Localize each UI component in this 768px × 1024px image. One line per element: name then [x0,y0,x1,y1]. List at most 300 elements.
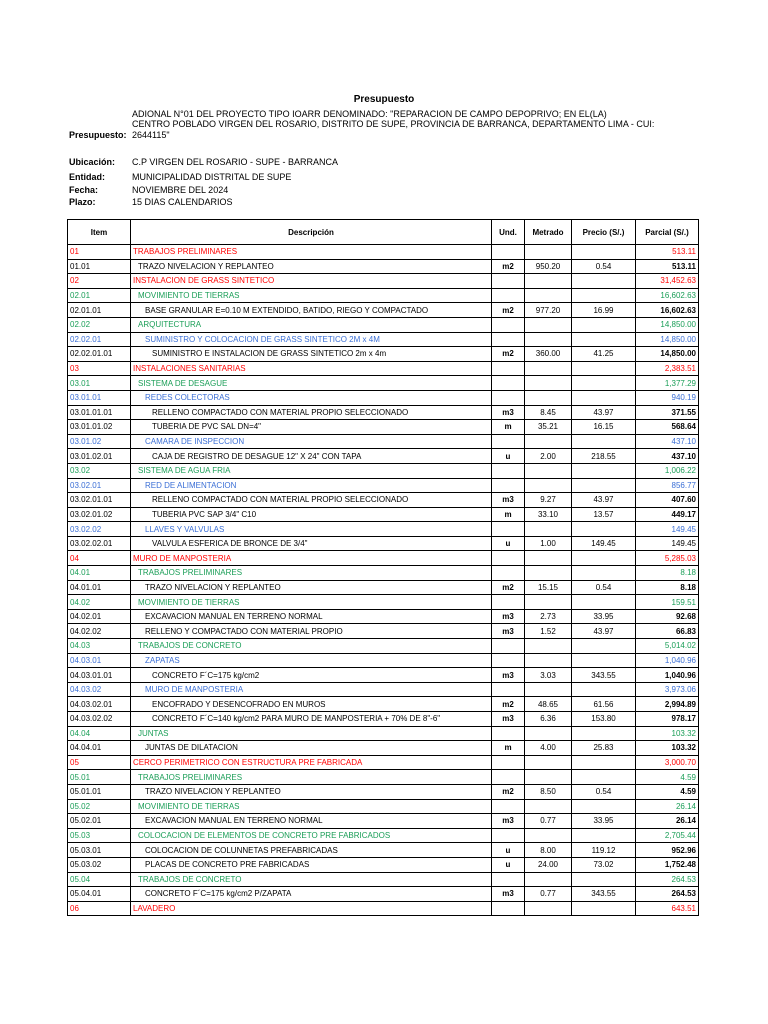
cell-item: 04.02.02 [68,624,131,639]
table-row [68,712,699,727]
cell-descripcion: MOVIMIENTO DE TIERRAS [131,799,492,814]
cell-parcial: 103.32 [636,741,699,756]
cell-item: 03.02.02.01 [68,536,131,551]
cell-metrado: 35.21 [525,420,572,435]
cell-precio: 41.25 [572,347,636,362]
cell-parcial: 1,040.96 [636,653,699,668]
cell-descripcion: SUMINISTRO E INSTALACION DE GRASS SINTETICO 2m x 4m [131,347,492,362]
cell-item: 03.02.01 [68,478,131,493]
cell-descripcion: TRAZO NIVELACION Y REPLANTEO [131,784,492,799]
cell-metrado: 0.77 [525,814,572,829]
ubicacion-label: Ubicación: [69,157,116,167]
cell-item: 05 [68,755,131,770]
cell-parcial: 5,014.02 [636,639,699,654]
cell-metrado [525,595,572,610]
cell-metrado: 9.27 [525,493,572,508]
table-row [68,347,699,362]
cell-item: 05.02.01 [68,814,131,829]
cell-und: m2 [492,347,525,362]
cell-metrado [525,274,572,289]
cell-metrado [525,639,572,654]
cell-und [492,376,525,391]
presupuesto-line: 2644115" [132,129,170,140]
cell-item: 02.02.01.01 [68,347,131,362]
cell-parcial: 1,752.48 [636,857,699,872]
cell-precio [572,828,636,843]
cell-parcial: 14,850.00 [636,332,699,347]
cell-und: m3 [492,609,525,624]
cell-metrado [525,376,572,391]
cell-item: 03.01.01.01 [68,405,131,420]
cell-precio: 153.80 [572,712,636,727]
cell-metrado: 24.00 [525,857,572,872]
table-row [68,288,699,303]
table-row [68,274,699,289]
cell-precio: 73.02 [572,857,636,872]
cell-item: 04.03.02.01 [68,697,131,712]
cell-und [492,770,525,785]
cell-und: u [492,857,525,872]
cell-descripcion: CONCRETO F´C=175 kg/cm2 [131,668,492,683]
presupuesto-line: CENTRO POBLADO VIRGEN DEL ROSARIO, DISTRITO DE SUPE, PROVINCIA DE BARRANCA, DEPARTAMENTO LIMA - CUI: [132,119,655,130]
table-row [68,361,699,376]
cell-und [492,901,525,916]
cell-und [492,390,525,405]
cell-descripcion: CERCO PERIMETRICO CON ESTRUCTURA PRE FABRICADA [131,755,492,770]
cell-und [492,551,525,566]
cell-parcial: 3,973.06 [636,682,699,697]
cell-und [492,682,525,697]
table-row [68,814,699,829]
cell-parcial: 1,377.29 [636,376,699,391]
table-row [68,566,699,581]
cell-metrado: 1.52 [525,624,572,639]
cell-item: 03.02.01.01 [68,493,131,508]
cell-descripcion: INSTALACIONES SANITARIAS [131,361,492,376]
cell-metrado [525,566,572,581]
cell-parcial: 643.51 [636,901,699,916]
cell-precio: 25.83 [572,741,636,756]
cell-metrado: 977.20 [525,303,572,318]
cell-metrado [525,682,572,697]
cell-precio [572,434,636,449]
cell-und: m3 [492,668,525,683]
cell-descripcion: JUNTAS DE DILATACION [131,741,492,756]
cell-descripcion: ENCOFRADO Y DESENCOFRADO EN MUROS [131,697,492,712]
cell-und [492,361,525,376]
cell-descripcion: ARQUITECTURA [131,317,492,332]
table-row [68,332,699,347]
cell-item: 04 [68,551,131,566]
table-row [68,595,699,610]
cell-und: m2 [492,784,525,799]
table-row [68,478,699,493]
cell-item: 04.03 [68,639,131,654]
cell-metrado [525,872,572,887]
cell-precio [572,522,636,537]
cell-precio [572,390,636,405]
cell-descripcion: MURO DE MANPOSTERIA [131,551,492,566]
cell-und: m3 [492,887,525,902]
cell-parcial: 568.64 [636,420,699,435]
cell-descripcion: VALVULA ESFERICA DE BRONCE DE 3/4" [131,536,492,551]
cell-parcial: 4.59 [636,784,699,799]
table-body [68,245,699,916]
cell-und [492,595,525,610]
cell-precio: 43.97 [572,493,636,508]
cell-metrado: 8.00 [525,843,572,858]
cell-precio [572,872,636,887]
cell-precio: 0.54 [572,580,636,595]
cell-precio [572,361,636,376]
table-row [68,420,699,435]
cell-descripcion: RELLENO COMPACTADO CON MATERIAL PROPIO SELECCIONADO [131,405,492,420]
cell-item: 03.01 [68,376,131,391]
cell-und: m [492,507,525,522]
cell-descripcion: MOVIMIENTO DE TIERRAS [131,288,492,303]
cell-und: m2 [492,259,525,274]
table-row [68,653,699,668]
cell-und [492,726,525,741]
cell-metrado [525,288,572,303]
cell-parcial: 4.59 [636,770,699,785]
cell-parcial: 149.45 [636,536,699,551]
table-row [68,390,699,405]
cell-und [492,872,525,887]
cell-metrado: 33.10 [525,507,572,522]
cell-item: 04.03.01 [68,653,131,668]
table-row [68,317,699,332]
cell-metrado [525,332,572,347]
cell-und: m3 [492,624,525,639]
cell-parcial: 978.17 [636,712,699,727]
table-row [68,843,699,858]
cell-item: 03 [68,361,131,376]
cell-metrado: 6.36 [525,712,572,727]
cell-parcial: 407.60 [636,493,699,508]
table-row [68,522,699,537]
cell-und [492,566,525,581]
cell-descripcion: JUNTAS [131,726,492,741]
cell-precio: 0.54 [572,784,636,799]
cell-metrado [525,390,572,405]
cell-metrado [525,828,572,843]
cell-parcial: 856.77 [636,478,699,493]
cell-und [492,274,525,289]
cell-parcial: 14,850.00 [636,347,699,362]
col-header-metrado: Metrado [525,220,572,245]
cell-precio [572,682,636,697]
cell-item: 02.02.01 [68,332,131,347]
table-row [68,245,699,260]
cell-und: m2 [492,303,525,318]
cell-metrado [525,361,572,376]
cell-parcial: 437.10 [636,434,699,449]
table-row [68,857,699,872]
cell-precio [572,595,636,610]
cell-und [492,463,525,478]
cell-metrado: 2.73 [525,609,572,624]
document-title: Presupuesto [353,94,415,105]
cell-item: 04.01.01 [68,580,131,595]
cell-parcial: 2,705.44 [636,828,699,843]
cell-metrado: 4.00 [525,741,572,756]
cell-parcial: 31,452.63 [636,274,699,289]
table-row [68,770,699,785]
cell-precio: 33.95 [572,814,636,829]
cell-precio: 43.97 [572,624,636,639]
cell-parcial: 26.14 [636,799,699,814]
cell-descripcion: COLOCACION DE COLUNNETAS PREFABRICADAS [131,843,492,858]
cell-parcial: 149.45 [636,522,699,537]
table-row [68,434,699,449]
cell-descripcion: CONCRETO F´C=175 kg/cm2 P/ZAPATA [131,887,492,902]
table-row [68,682,699,697]
table-row [68,639,699,654]
cell-item: 04.03.02 [68,682,131,697]
fecha-value: NOVIEMBRE DEL 2024 [132,185,229,195]
cell-item: 05.03 [68,828,131,843]
cell-item: 05.01 [68,770,131,785]
cell-item: 02 [68,274,131,289]
cell-metrado: 8.50 [525,784,572,799]
cell-item: 03.01.01 [68,390,131,405]
cell-precio: 13.57 [572,507,636,522]
table-row [68,668,699,683]
table-row [68,551,699,566]
cell-parcial: 66.83 [636,624,699,639]
cell-descripcion: MURO DE MANPOSTERIA [131,682,492,697]
cell-precio: 343.55 [572,668,636,683]
cell-descripcion: BASE GRANULAR E=0.10 M EXTENDIDO, BATIDO, RIEGO Y COMPACTADO [131,303,492,318]
presupuesto-line: ADIONAL N°01 DEL PROYECTO TIPO IOARR DENOMINADO: "REPARACION DE CAMPO DEPOPRIVO; EN EL(LA) [132,109,607,119]
cell-descripcion: REDES COLECTORAS [131,390,492,405]
fecha-label: Fecha: [69,185,99,195]
cell-parcial: 437.10 [636,449,699,464]
cell-item: 03.01.02 [68,434,131,449]
cell-precio: 61.56 [572,697,636,712]
cell-und [492,332,525,347]
cell-precio [572,551,636,566]
cell-item: 05.04.01 [68,887,131,902]
cell-item: 03.02.01.02 [68,507,131,522]
cell-descripcion: TRABAJOS PRELIMINARES [131,566,492,581]
table-row [68,536,699,551]
cell-descripcion: CONCRETO F´C=140 kg/cm2 PARA MURO DE MANPOSTERIA + 70% DE 8"-6" [131,712,492,727]
cell-parcial: 5,285.03 [636,551,699,566]
cell-und: m3 [492,814,525,829]
cell-precio [572,463,636,478]
table-row [68,405,699,420]
cell-parcial: 26.14 [636,814,699,829]
cell-precio: 16.15 [572,420,636,435]
cell-parcial: 513.11 [636,259,699,274]
cell-precio: 0.54 [572,259,636,274]
table-row [68,580,699,595]
table-row [68,449,699,464]
cell-precio [572,799,636,814]
table-row [68,828,699,843]
cell-metrado: 360.00 [525,347,572,362]
cell-item: 03.02 [68,463,131,478]
cell-und: m [492,420,525,435]
cell-und: u [492,449,525,464]
cell-descripcion: TUBERIA PVC SAP 3/4" C10 [131,507,492,522]
table-row [68,901,699,916]
plazo-value: 15 DIAS CALENDARIOS [132,197,233,207]
cell-descripcion: CAJA DE REGISTRO DE DESAGUE 12" X 24" CON TAPA [131,449,492,464]
cell-item: 02.02 [68,317,131,332]
cell-metrado [525,522,572,537]
cell-precio: 343.55 [572,887,636,902]
cell-precio [572,901,636,916]
cell-precio [572,566,636,581]
table-header-row [68,220,699,245]
cell-descripcion: ZAPATAS [131,653,492,668]
cell-metrado [525,653,572,668]
cell-parcial: 449.17 [636,507,699,522]
table-row [68,697,699,712]
cell-und [492,799,525,814]
cell-descripcion: TRABAJOS PRELIMINARES [131,770,492,785]
cell-item: 05.03.02 [68,857,131,872]
cell-parcial: 371.55 [636,405,699,420]
cell-item: 05.03.01 [68,843,131,858]
cell-metrado [525,317,572,332]
cell-und: m3 [492,405,525,420]
cell-descripcion: EXCAVACION MANUAL EN TERRENO NORMAL [131,609,492,624]
cell-item: 01 [68,245,131,260]
table-row [68,376,699,391]
presupuesto-value [132,109,672,140]
cell-und: m2 [492,697,525,712]
cell-und [492,288,525,303]
cell-item: 01.01 [68,259,131,274]
cell-descripcion: COLOCACION DE ELEMENTOS DE CONCRETO PRE FABRICADOS [131,828,492,843]
col-header-precio: Precio (S/.) [572,220,636,245]
cell-parcial: 16,602.63 [636,288,699,303]
cell-metrado: 48.65 [525,697,572,712]
table-row [68,887,699,902]
cell-metrado [525,799,572,814]
cell-item: 06 [68,901,131,916]
cell-metrado: 2.00 [525,449,572,464]
cell-precio [572,478,636,493]
cell-und: u [492,843,525,858]
table-row [68,799,699,814]
table-row [68,872,699,887]
cell-parcial: 940.19 [636,390,699,405]
cell-und [492,434,525,449]
cell-item: 04.02 [68,595,131,610]
cell-und: m2 [492,580,525,595]
cell-precio [572,726,636,741]
cell-descripcion: TRAZO NIVELACION Y REPLANTEO [131,259,492,274]
cell-parcial: 264.53 [636,872,699,887]
cell-parcial: 264.53 [636,887,699,902]
cell-descripcion: MOVIMIENTO DE TIERRAS [131,595,492,610]
cell-descripcion: TRABAJOS DE CONCRETO [131,872,492,887]
cell-metrado: 3.03 [525,668,572,683]
cell-descripcion: SISTEMA DE AGUA FRIA [131,463,492,478]
cell-und: m [492,741,525,756]
cell-parcial: 8.18 [636,580,699,595]
cell-item: 05.04 [68,872,131,887]
cell-item: 03.01.01.02 [68,420,131,435]
table-row [68,507,699,522]
cell-parcial: 3,000.70 [636,755,699,770]
cell-metrado: 0.77 [525,887,572,902]
cell-item: 04.02.01 [68,609,131,624]
cell-metrado [525,434,572,449]
cell-descripcion: SUMINISTRO Y COLOCACION DE GRASS SINTETICO 2M x 4M [131,332,492,347]
cell-metrado [525,901,572,916]
cell-item: 04.01 [68,566,131,581]
cell-und: m3 [492,493,525,508]
col-header-item: Item [68,220,131,245]
cell-descripcion: LLAVES Y VALVULAS [131,522,492,537]
col-header-descripcion: Descripción [131,220,492,245]
cell-precio [572,288,636,303]
table-row [68,784,699,799]
cell-precio: 16.99 [572,303,636,318]
cell-metrado [525,463,572,478]
cell-descripcion: EXCAVACION MANUAL EN TERRENO NORMAL [131,814,492,829]
cell-precio [572,245,636,260]
cell-metrado [525,551,572,566]
presupuesto-label: Presupuesto: [69,130,127,140]
cell-descripcion: RELLENO Y COMPACTADO CON MATERIAL PROPIO [131,624,492,639]
cell-item: 04.03.02.02 [68,712,131,727]
cell-parcial: 103.32 [636,726,699,741]
cell-item: 02.01.01 [68,303,131,318]
ubicacion-value: C.P VIRGEN DEL ROSARIO - SUPE - BARRANCA [132,157,339,167]
cell-descripcion: CAMARA DE INSPECCION [131,434,492,449]
plazo-label: Plazo: [69,197,96,207]
col-header-und: Und. [492,220,525,245]
cell-precio: 218.55 [572,449,636,464]
cell-und: u [492,536,525,551]
cell-item: 04.03.01.01 [68,668,131,683]
cell-descripcion: INSTALACION DE GRASS SINTETICO [131,274,492,289]
table-row [68,493,699,508]
cell-descripcion: SISTEMA DE DESAGUE [131,376,492,391]
cell-parcial: 2,383.51 [636,361,699,376]
cell-descripcion: TRABAJOS DE CONCRETO [131,639,492,654]
cell-parcial: 16,602.63 [636,303,699,318]
cell-metrado [525,726,572,741]
cell-parcial: 2,994.89 [636,697,699,712]
cell-und [492,755,525,770]
cell-und [492,478,525,493]
cell-und [492,317,525,332]
cell-metrado: 8.45 [525,405,572,420]
cell-und [492,639,525,654]
cell-metrado [525,770,572,785]
cell-und: m3 [492,712,525,727]
table-row [68,463,699,478]
cell-metrado [525,755,572,770]
cell-metrado [525,245,572,260]
cell-und [492,828,525,843]
cell-und [492,245,525,260]
cell-item: 02.01 [68,288,131,303]
cell-precio: 33.95 [572,609,636,624]
cell-descripcion: TUBERIA DE PVC SAL DN=4" [131,420,492,435]
cell-parcial: 159.51 [636,595,699,610]
cell-parcial: 1,006.22 [636,463,699,478]
cell-parcial: 513.11 [636,245,699,260]
